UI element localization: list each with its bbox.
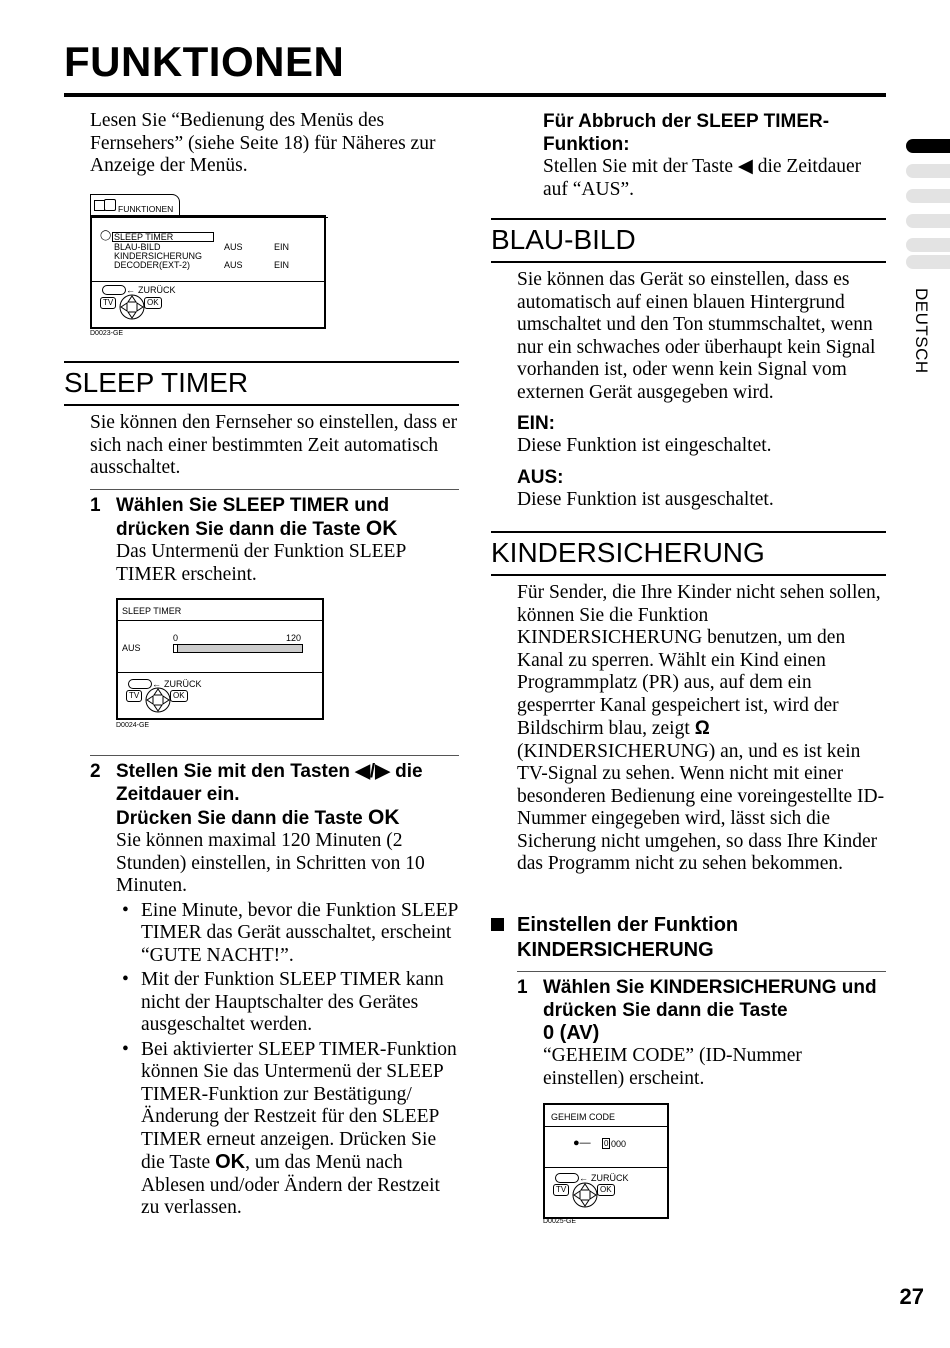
back-arrow-icon: ← <box>152 679 161 689</box>
section-tab <box>906 189 950 203</box>
dpad-icon <box>118 293 146 321</box>
back-arrow-icon: ← <box>579 1173 588 1183</box>
menu-tab <box>90 194 180 217</box>
back-label: ZURÜCK <box>138 285 176 295</box>
kindersicherung-desc <box>517 582 887 876</box>
language-label: DEUTSCH <box>912 288 931 374</box>
code-digits: 000 <box>611 1139 627 1149</box>
ok-key: OK <box>365 517 398 540</box>
back-arrow-icon: ← <box>126 285 135 295</box>
sleep-timer-heading: SLEEP TIMER <box>64 367 249 398</box>
subsection-title: Einstellen der Funktion KINDERSICHERUNG <box>517 914 739 961</box>
menu-screen-figure <box>90 194 330 342</box>
blau-bild-heading: BLAU-BILD <box>491 224 636 255</box>
tv-button-label: TV <box>126 690 142 702</box>
sleep-step-1 <box>90 494 460 586</box>
step-title: Stellen Sie mit den Tasten ◀/▶ die Zeitdauer ein. <box>116 761 423 805</box>
step-title: Wählen Sie SLEEP TIMER und drücken Sie dann die Taste <box>116 495 390 540</box>
av-key: 0 (AV) <box>543 1022 600 1044</box>
timer-slider <box>173 644 303 653</box>
figure-code: D0025-GE <box>543 1218 577 1225</box>
ok-button-label: OK <box>144 297 162 309</box>
ok-button-label: OK <box>597 1184 615 1196</box>
kinder-step-1 <box>517 976 887 1090</box>
step-number: 1 <box>517 977 528 998</box>
page-number: 27 <box>899 1284 924 1309</box>
section-tab <box>906 238 950 252</box>
menu-screen <box>90 215 326 329</box>
step-desc: Das Untermenü der Funktion SLEEP TIMER erscheint. <box>116 541 406 585</box>
cursor-icon: ◯ <box>100 230 112 241</box>
blau-bild-desc: Sie können das Gerät so einstellen, dass es automatisch auf einen blauen Hintergrund umschaltet und den Ton stummschaltet, wenn nur ein schwaches oder überhaupt kein Signal vorhanden ist, oder wenn kein Signal vom externen Gerät ausgegeben wird. <box>517 269 876 403</box>
menu-tab-label: FUNKTIONEN <box>118 204 174 214</box>
section-tab <box>906 255 950 269</box>
menu-value: EIN <box>274 260 290 270</box>
aus-label: AUS: <box>517 466 564 488</box>
page-title: FUNKTIONEN <box>64 38 345 85</box>
list-item: • Mit der Funktion SLEEP TIMER kann nicht der Hauptschalter des Gerätes ausgeschaltet werden. <box>116 969 460 1037</box>
tv-button-label: TV <box>553 1184 569 1196</box>
intro-text: Lesen Sie “Bedienung des Menüs des Fernsehers” (siehe Seite 18) für Näheres zur Anzeige der Menüs. <box>90 110 436 176</box>
dpad-icon <box>144 686 172 714</box>
cancel-title: Für Abbruch der SLEEP TIMER-Funktion: <box>543 111 830 155</box>
ok-key: OK <box>215 1151 246 1173</box>
ein-label: EIN: <box>517 413 555 434</box>
screen-title: SLEEP TIMER <box>122 606 182 616</box>
geheim-code-screen-figure <box>543 1103 673 1229</box>
menu-item-blau-bild: BLAU-BILD <box>114 242 161 252</box>
sleep-timer-screen <box>116 598 324 720</box>
aus-desc: Diese Funktion ist ausgeschaltet. <box>517 488 774 510</box>
dpad-icon <box>571 1181 599 1209</box>
list-item <box>116 1039 460 1220</box>
step-number: 1 <box>90 495 101 516</box>
square-bullet-icon <box>491 918 504 931</box>
step-number: 2 <box>90 761 101 782</box>
scale-max: 120 <box>286 633 302 643</box>
einstellen-subsection <box>491 913 886 963</box>
notes-list <box>116 900 460 1220</box>
timer-value-label: AUS <box>122 643 141 653</box>
section-tab-active <box>906 139 950 153</box>
menu-value: AUS <box>224 242 243 252</box>
sleep-timer-desc: Sie können den Fernseher so einstellen, dass er sich nach einer bestimmten Zeit automatisch ausschaltet. <box>90 412 458 478</box>
blau-bild-section <box>517 269 887 511</box>
kindersicherung-section <box>517 582 887 876</box>
menu-item-kindersicherung: KINDERSICHERUNG <box>114 251 203 261</box>
step-title: Wählen Sie KINDERSICHERUNG und drücken Sie dann die Taste <box>543 977 877 1021</box>
geheim-code-screen <box>543 1103 669 1219</box>
code-first-digit: 0 <box>604 1139 609 1148</box>
menu-item-sleep-timer: SLEEP TIMER <box>114 232 174 242</box>
desc-text: (KINDERSICHERUNG) an, und es ist kein TV-Signal zu sehen. Wenn nicht mit einer besonderen Bedienung eine voreingestellte ID-Nummer eingegeben wird, lässt sich die Sicherung nicht umgehen, so dass Ihre Kinder das Programm nicht zu sehen bekommen. <box>517 740 885 874</box>
list-item-text: , um das Menü nach Ablesen und/oder Ändern der Restzeit zu verlassen. <box>141 1152 440 1218</box>
title-rule <box>64 93 886 97</box>
tv-button-label: TV <box>100 297 116 309</box>
list-item: • Eine Minute, bevor die Funktion SLEEP TIMER das Gerät ausschaltet, erscheint “GUTE NACHT!”. <box>116 900 460 968</box>
back-label: ZURÜCK <box>164 679 202 689</box>
cancel-note <box>543 110 888 201</box>
key-icon: ●— <box>573 1137 591 1149</box>
ein-desc: Diese Funktion ist eingeschaltet. <box>517 435 772 456</box>
section-tab <box>906 214 950 228</box>
lock-icon: Ω <box>694 717 710 739</box>
kindersicherung-heading: KINDERSICHERUNG <box>491 537 765 568</box>
figure-code: D0023-GE <box>90 330 124 337</box>
back-label: ZURÜCK <box>591 1173 629 1183</box>
menu-value: AUS <box>224 260 243 270</box>
section-tab <box>906 164 950 178</box>
ok-key: OK <box>368 806 400 829</box>
scale-min: 0 <box>173 633 179 643</box>
ok-button-label: OK <box>170 690 188 702</box>
menu-item-decoder: DECODER(EXT-2) <box>114 260 191 270</box>
sleep-timer-screen-figure <box>116 598 326 734</box>
step-desc: Sie können maximal 120 Minuten (2 Stunden) einstellen, in Schritten von 10 Minuten. <box>116 830 425 896</box>
sleep-step-2 <box>90 760 460 1220</box>
desc-text: Für Sender, die Ihre Kinder nicht sehen sollen, können Sie die Funktion KINDERSICHERUNG benutzen, um den Kanal zu sperren. Wählt ein Kind einen Programmplatz (PR) aus, auf dem ein gesperrter Kanal gespeichert ist, wird der Bildschirm blau, zeigt <box>517 582 881 739</box>
menu-value: EIN <box>274 242 290 252</box>
step-title-confirm: Drücken Sie dann die Taste <box>116 808 363 829</box>
step-desc: “GEHEIM CODE” (ID-Nummer einstellen) erscheint. <box>543 1045 802 1089</box>
screen-title: GEHEIM CODE <box>551 1112 616 1122</box>
figure-code: D0024-GE <box>116 722 150 729</box>
cancel-desc: Stellen Sie mit der Taste ◀ die Zeitdauer auf “AUS”. <box>543 156 862 200</box>
function-menu-icon <box>104 199 116 211</box>
list-item-text: Bei aktivierter SLEEP TIMER-Funktion können Sie das Untermenü der SLEEP TIMER-Funktion zur Bestätigung/Änderung der Restzeit für den SLEEP TIMER erneut anzeigen. Drücken Sie die Taste <box>141 1038 457 1173</box>
